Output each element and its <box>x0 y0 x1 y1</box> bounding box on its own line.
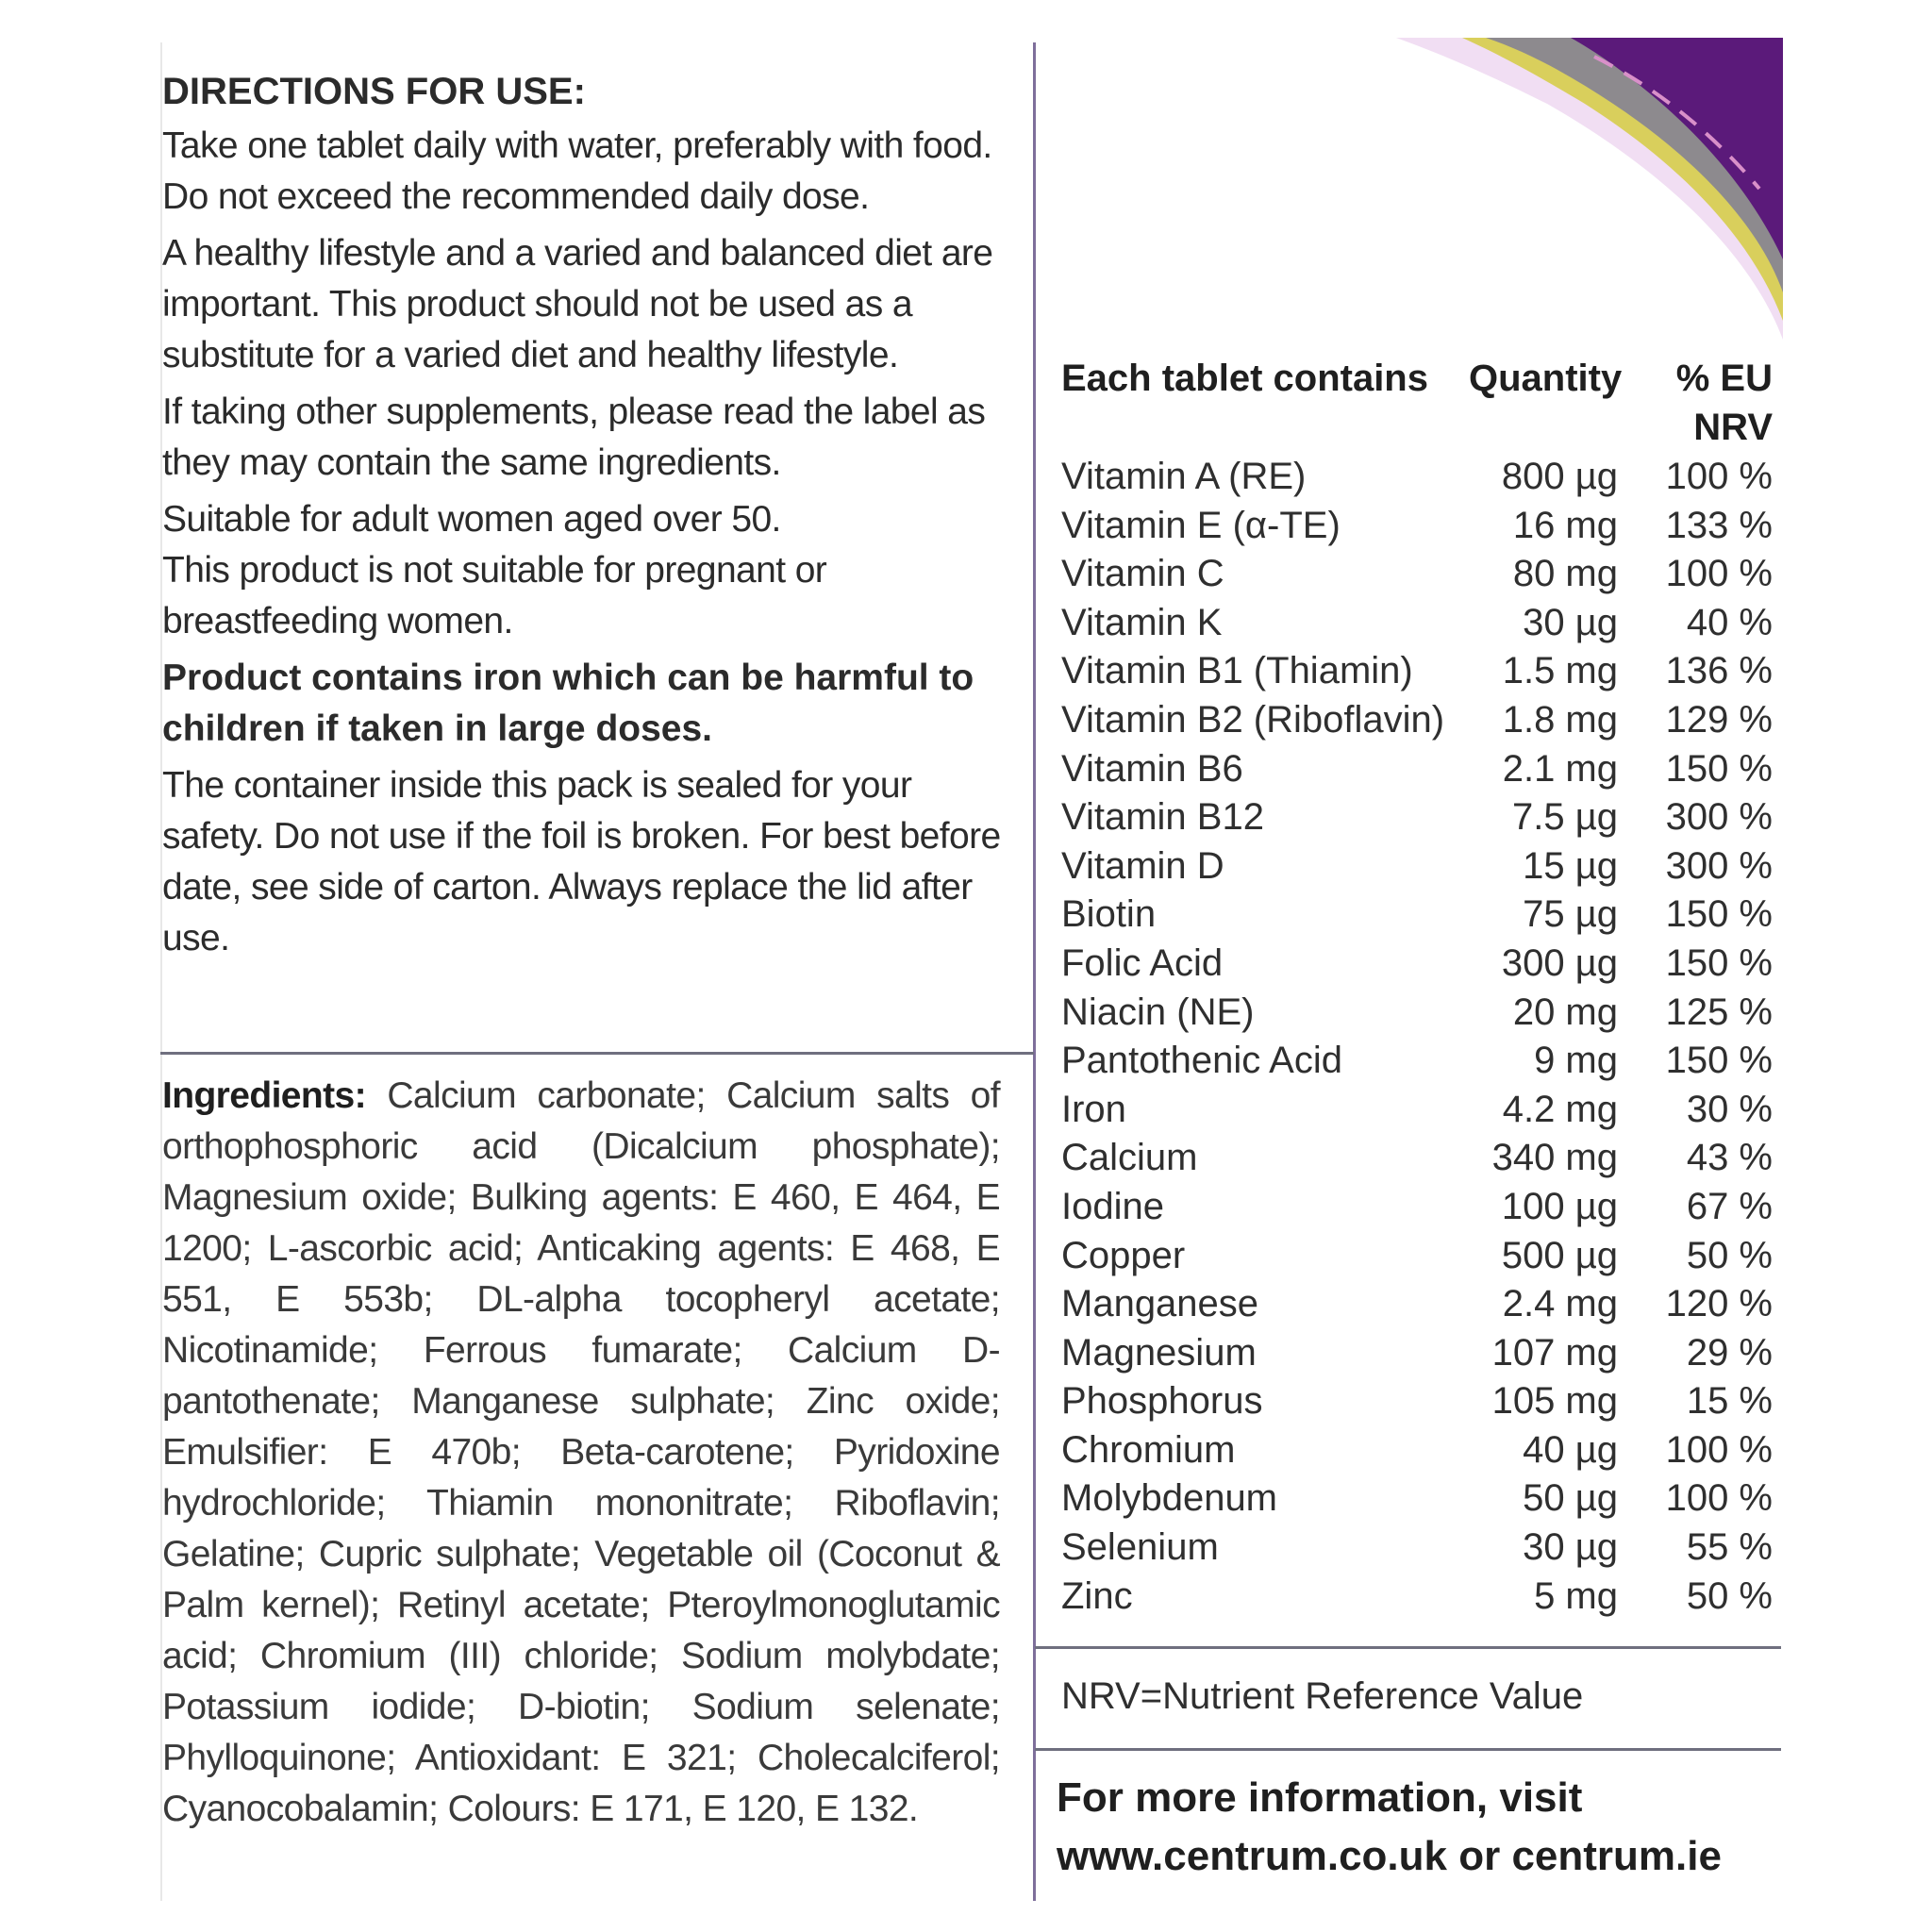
table-row <box>1061 599 1778 648</box>
nutrient-nrv: 300 % <box>1665 844 1773 887</box>
nutrient-nrv: 125 % <box>1665 991 1773 1033</box>
nutrient-name: Vitamin K <box>1061 601 1223 643</box>
table-row <box>1061 891 1778 940</box>
section-divider-right-lower <box>1035 1748 1781 1751</box>
table-row <box>1061 502 1778 551</box>
nutrient-nrv: 100 % <box>1665 1477 1773 1520</box>
directions-paragraph: Suitable for adult women aged over 50. <box>162 499 781 540</box>
iron-warning: Product contains iron which can be harmful to children if taken in large doses. <box>162 658 974 749</box>
nutrient-quantity: 50 µg <box>1523 1477 1618 1520</box>
nutrient-nrv: 40 % <box>1686 601 1773 643</box>
nutrient-nrv: 29 % <box>1686 1331 1773 1374</box>
brand-swoosh-graphic <box>1396 38 1783 340</box>
nutrient-name: Zinc <box>1061 1574 1133 1617</box>
nutrient-quantity: 9 mg <box>1534 1040 1618 1082</box>
nutrient-quantity: 15 µg <box>1523 844 1618 887</box>
nutrient-nrv: 150 % <box>1665 941 1773 984</box>
table-row <box>1061 1134 1778 1183</box>
section-divider-left <box>160 1052 1034 1055</box>
table-row <box>1061 1086 1778 1135</box>
nutrient-name: Molybdenum <box>1061 1477 1278 1520</box>
table-row <box>1061 842 1778 891</box>
nutrient-name: Vitamin A (RE) <box>1061 456 1307 497</box>
directions-heading: DIRECTIONS FOR USE: <box>162 71 586 112</box>
nutrient-nrv: 133 % <box>1665 504 1773 546</box>
nutrient-nrv: 50 % <box>1686 1574 1773 1617</box>
table-row <box>1061 1037 1778 1086</box>
nutrient-name: Copper <box>1061 1234 1186 1276</box>
nutrient-quantity: 5 mg <box>1534 1574 1618 1617</box>
header-nrv <box>1641 354 1773 452</box>
table-row <box>1061 1280 1778 1329</box>
table-row <box>1061 453 1778 502</box>
nutrient-name: Vitamin B2 (Riboflavin) <box>1061 698 1445 741</box>
table-row <box>1061 1232 1778 1281</box>
nutrient-quantity: 2.4 mg <box>1502 1283 1618 1325</box>
nutrient-name: Chromium <box>1061 1428 1236 1471</box>
nrv-footnote: NRV=Nutrient Reference Value <box>1061 1675 1584 1717</box>
nutrient-nrv: 55 % <box>1686 1526 1773 1569</box>
directions-paragraph: A healthy lifestyle and a varied and balanced diet are important. This product should not be used as a substitute for a varied diet and healthy lifestyle. <box>162 233 993 375</box>
ingredients-label: Ingredients: <box>162 1075 366 1116</box>
table-row <box>1061 550 1778 599</box>
nutrition-table <box>1061 354 1778 1621</box>
nutrient-nrv: 100 % <box>1665 456 1773 497</box>
nutrient-quantity: 105 mg <box>1491 1380 1618 1423</box>
nutrient-nrv: 100 % <box>1665 553 1773 595</box>
nutrition-table-header <box>1061 354 1778 453</box>
nutrient-name: Biotin <box>1061 893 1157 936</box>
nutrient-name: Phosphorus <box>1061 1380 1263 1423</box>
more-info-websites: www.centrum.co.uk or centrum.ie <box>1057 1833 1722 1879</box>
nutrient-quantity: 80 mg <box>1512 553 1618 595</box>
table-row <box>1061 793 1778 842</box>
nutrient-nrv: 100 % <box>1665 1428 1773 1471</box>
header-nrv-line1: % EU <box>1675 358 1773 399</box>
nutrient-name: Calcium <box>1061 1137 1198 1179</box>
nutrient-nrv: 300 % <box>1665 796 1773 839</box>
table-row <box>1061 1183 1778 1232</box>
table-row <box>1061 1474 1778 1524</box>
table-row <box>1061 647 1778 696</box>
nutrient-nrv: 43 % <box>1686 1137 1773 1179</box>
ingredients-text: Calcium carbonate; Calcium salts of orthophosphoric acid (Dicalcium phosphate); Magnesium oxide; Bulking agents: E 460, E 464, E 1200; L-ascorbic acid; Anticaking agents: E 468, E 551, E 553b; DL-alpha tocopheryl acetate; Nicotinamide; Ferrous fumarate; Calcium D-pantothenate; Manganese sulphate; Zinc oxide; Emulsifier: E 470b; Beta-carotene; Pyridoxine hydrochloride; Thiamin mononitrate; Riboflavin; Gelatine; Cupric sulphate; Vegetable oil (Coconut & Palm kernel); Retinyl acetate; Pteroylmonoglutamic acid; Chromium (III) chloride; Sodium molybdate; Potassium iodide; D-biotin; Sodium selenate; Phylloquinone; Antioxidant: E 321; Cholecalciferol; Cyanocobalamin; Colours: E 171, E 120, E 132. <box>162 1075 1000 1829</box>
table-row <box>1061 1524 1778 1573</box>
nutrient-quantity: 500 µg <box>1501 1234 1618 1276</box>
nutrient-nrv: 50 % <box>1686 1234 1773 1276</box>
directions-paragraph: This product is not suitable for pregnant or breastfeeding women. <box>162 550 827 641</box>
nutrient-nrv: 136 % <box>1665 650 1773 692</box>
directions-section <box>162 66 1007 970</box>
nutrient-quantity: 4.2 mg <box>1502 1088 1618 1130</box>
nutrient-name: Folic Acid <box>1061 941 1224 984</box>
nutrient-name: Vitamin D <box>1061 844 1224 887</box>
table-row <box>1061 696 1778 745</box>
nutrient-quantity: 100 µg <box>1501 1185 1618 1227</box>
nutrient-quantity: 2.1 mg <box>1502 747 1618 790</box>
table-row <box>1061 989 1778 1038</box>
more-info <box>1057 1769 1722 1886</box>
directions-paragraph: Take one tablet daily with water, preferably with food. Do not exceed the recommended daily dose. <box>162 125 992 217</box>
nutrient-quantity: 30 µg <box>1523 1526 1618 1569</box>
nutrient-quantity: 107 mg <box>1491 1331 1618 1374</box>
nutrient-quantity: 40 µg <box>1523 1428 1618 1471</box>
nutrient-nrv: 150 % <box>1665 747 1773 790</box>
ingredients-section <box>162 1071 1000 1835</box>
nutrient-name: Vitamin B6 <box>1061 747 1243 790</box>
header-each-tablet: Each tablet contains <box>1061 358 1428 399</box>
nutrient-quantity: 16 mg <box>1512 504 1618 546</box>
table-row <box>1061 745 1778 794</box>
nutrient-quantity: 340 mg <box>1491 1137 1618 1179</box>
nutrient-name: Pantothenic Acid <box>1061 1040 1342 1082</box>
table-row <box>1061 1573 1778 1622</box>
more-info-line1: For more information, visit <box>1057 1774 1583 1821</box>
nutrient-name: Vitamin C <box>1061 553 1224 595</box>
nutrient-name: Magnesium <box>1061 1331 1257 1374</box>
nutrient-name: Iodine <box>1061 1185 1164 1227</box>
header-nrv-line2: NRV <box>1693 407 1773 448</box>
nutrient-nrv: 150 % <box>1665 1040 1773 1082</box>
nutrient-name: Vitamin B12 <box>1061 796 1264 839</box>
nutrient-nrv: 150 % <box>1665 893 1773 936</box>
nutrient-name: Niacin (NE) <box>1061 991 1255 1033</box>
nutrient-quantity: 7.5 µg <box>1511 796 1618 839</box>
table-row <box>1061 1329 1778 1378</box>
nutrient-quantity: 20 mg <box>1512 991 1618 1033</box>
directions-paragraph: If taking other supplements, please read the label as they may contain the same ingredients. <box>162 391 986 483</box>
nutrient-name: Vitamin E (α-TE) <box>1061 504 1341 546</box>
nutrient-name: Selenium <box>1061 1526 1219 1569</box>
nutrient-name: Vitamin B1 (Thiamin) <box>1061 650 1413 692</box>
container-note: The container inside this pack is sealed for your safety. Do not use if the foil is broken. For best before date, see side of carton. Always replace the lid after use. <box>162 765 1001 958</box>
nutrient-quantity: 800 µg <box>1501 456 1618 497</box>
nutrient-quantity: 75 µg <box>1523 893 1618 936</box>
table-row <box>1061 1426 1778 1475</box>
nutrient-nrv: 15 % <box>1686 1380 1773 1423</box>
nutrient-name: Manganese <box>1061 1283 1259 1325</box>
nutrient-nrv: 129 % <box>1665 698 1773 741</box>
header-quantity: Quantity <box>1469 358 1623 399</box>
nutrient-quantity: 30 µg <box>1523 601 1618 643</box>
column-divider <box>1033 42 1036 1901</box>
nutrient-quantity: 300 µg <box>1501 941 1618 984</box>
nutrient-nrv: 120 % <box>1665 1283 1773 1325</box>
table-row <box>1061 940 1778 989</box>
nutrition-rows <box>1061 453 1778 1621</box>
nutrient-quantity: 1.5 mg <box>1502 650 1618 692</box>
nutrient-nrv: 67 % <box>1686 1185 1773 1227</box>
nutrient-name: Iron <box>1061 1088 1126 1130</box>
table-row <box>1061 1377 1778 1426</box>
nutrient-nrv: 30 % <box>1686 1088 1773 1130</box>
section-divider-right-upper <box>1035 1646 1781 1649</box>
nutrient-quantity: 1.8 mg <box>1502 698 1618 741</box>
